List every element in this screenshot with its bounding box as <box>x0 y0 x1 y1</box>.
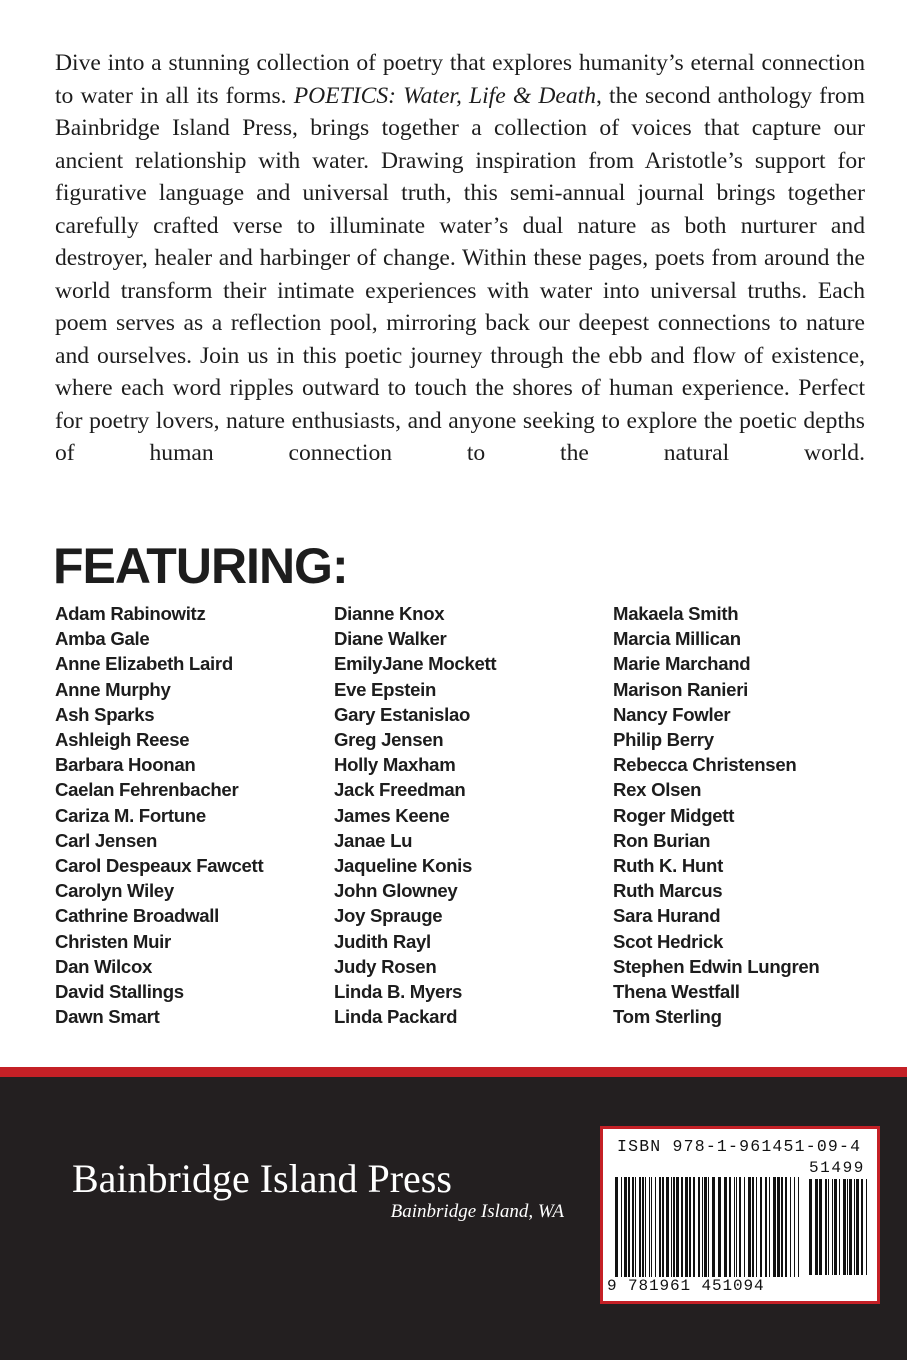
ean-digits: 9 781961 451094 <box>607 1277 765 1295</box>
contributor-name: Cariza M. Fortune <box>55 804 206 826</box>
barcode-bar <box>744 1177 745 1277</box>
barcode-bar <box>624 1177 627 1277</box>
publisher-name: Bainbridge Island Press <box>72 1156 452 1201</box>
barcode-bar <box>752 1177 754 1277</box>
contributors-column-3 <box>613 601 820 1029</box>
contributor-name: Philip Berry <box>613 729 714 751</box>
contributor-name: Marie Marchand <box>613 653 751 675</box>
barcode-bar <box>639 1177 641 1277</box>
barcode-bar <box>736 1177 737 1277</box>
barcode-bar <box>635 1177 636 1277</box>
contributor-name: David Stallings <box>55 981 184 1003</box>
contributor-name: Linda Packard <box>334 1006 458 1028</box>
barcode-bar <box>773 1177 776 1277</box>
barcode-bar <box>785 1177 787 1277</box>
contributor-name: Jaqueline Konis <box>334 855 473 877</box>
barcode-bar <box>777 1177 780 1277</box>
barcode-bar <box>662 1177 664 1277</box>
barcode-bar <box>790 1177 791 1277</box>
barcode-bar <box>832 1179 833 1275</box>
barcode-bar <box>739 1177 741 1277</box>
contributor-name: Ashleigh Reese <box>55 729 190 751</box>
addon-barcode-bars <box>809 1179 871 1275</box>
barcode-bar <box>712 1177 715 1277</box>
barcode-bar <box>681 1177 683 1277</box>
contributor-name: Roger Midgett <box>613 804 735 826</box>
blurb-text-start: Dive into a stunning collection of poetry that explores humanity’s eternal connection to water in all its forms. <box>55 50 865 109</box>
barcode-bar <box>843 1179 846 1275</box>
contributor-name: Marison Ranieri <box>613 678 748 700</box>
featuring-heading: FEATURING: <box>53 538 348 594</box>
barcode-bar <box>760 1177 762 1277</box>
barcode-bar <box>642 1177 644 1277</box>
contributor-name: Cathrine Broadwall <box>55 905 220 927</box>
barcode-bar <box>828 1179 829 1275</box>
barcode-bar <box>718 1177 721 1277</box>
barcode-bar <box>825 1179 827 1275</box>
contributor-name: Christen Muir <box>55 930 171 952</box>
barcode-bar <box>756 1177 757 1277</box>
contributors-column-1 <box>55 601 263 1029</box>
book-title: POETICS: Water, Life & Death <box>293 82 596 109</box>
contributor-name: Makaela Smith <box>613 603 739 624</box>
contributor-name: Anne Murphy <box>55 678 171 700</box>
barcode-bar <box>794 1177 795 1277</box>
barcode-bar <box>847 1179 848 1275</box>
contributor-name: Holly Maxham <box>334 754 456 776</box>
barcode-bar <box>734 1177 735 1277</box>
barcode-bar <box>698 1177 700 1277</box>
contributor-name: Marcia Millican <box>613 628 741 650</box>
barcode-bar <box>673 1177 675 1277</box>
contributor-name: Ash Sparks <box>55 703 155 725</box>
price-code: 51499 <box>808 1159 865 1177</box>
contributor-name: Judy Rosen <box>334 955 437 977</box>
publisher-location: Bainbridge Island, WA <box>390 1201 564 1222</box>
contributor-name: Greg Jensen <box>334 729 444 751</box>
contributor-name: Dan Wilcox <box>55 955 153 977</box>
barcode-bar <box>849 1179 852 1275</box>
isbn-number: ISBN 978-1-961451-09-4 <box>617 1137 862 1156</box>
contributors-column-2 <box>334 601 496 1029</box>
contributor-name: Ruth Marcus <box>613 880 723 902</box>
contributor-name: Tom Sterling <box>613 1006 722 1028</box>
contributor-name: Janae Lu <box>334 829 413 851</box>
barcode-bar <box>819 1179 822 1275</box>
barcode-bar <box>704 1177 707 1277</box>
barcode-bar <box>854 1179 855 1275</box>
contributor-name: Scot Hedrick <box>613 930 724 952</box>
barcode-bar <box>671 1177 672 1277</box>
contributor-name: Eve Epstein <box>334 678 437 700</box>
contributor-name: Adam Rabinowitz <box>55 603 206 624</box>
barcode-bar <box>861 1179 863 1275</box>
barcode-bar <box>866 1179 867 1275</box>
contributor-name: Carl Jensen <box>55 829 158 851</box>
contributor-name: Sara Hurand <box>613 905 721 927</box>
barcode-bar <box>615 1177 618 1277</box>
barcode-bar <box>729 1177 731 1277</box>
contributor-name: Gary Estanislao <box>334 703 471 725</box>
contributor-name: Judith Rayl <box>334 930 431 952</box>
barcode-bar <box>815 1179 818 1275</box>
ean-barcode-bars <box>615 1177 803 1277</box>
contributor-name: Dianne Knox <box>334 603 445 624</box>
barcode-bar <box>748 1177 751 1277</box>
contributor-name: John Glowney <box>334 880 458 902</box>
contributor-name: Linda B. Myers <box>334 981 463 1003</box>
barcode-bar <box>685 1177 688 1277</box>
barcode-bar <box>649 1177 650 1277</box>
contributor-name: Carol Despeaux Fawcett <box>55 855 264 877</box>
contributor-name: Rex Olsen <box>613 779 702 801</box>
blurb-text-rest: , the second anthology from Bainbridge Island Press, brings together a collection of voices that capture our ancient relationship with water. Drawing inspiration from Aristotle’s support for figurative language and universal truth, this semi-annual journal brings together carefully crafted verse to illuminate water’s dual nature as both nurturer and destroyer, healer and harbinger of change. Within these pages, poets from around the world transform their intimate experiences with water into universal truths. Each poem serves as a reflection pool, mirroring back our deepest connections to nature and ourselves. Join us in this poetic journey through the ebb and flow of existence, where each word ripples outward to touch the shores of human experience. Perfect for poetry lovers, nature enthusiasts, and anyone seeking to explore the poetic depths of human connection to the natural world. <box>55 82 866 466</box>
contributor-name: Carolyn Wiley <box>55 880 174 902</box>
barcode-bar <box>781 1177 783 1277</box>
barcode-bar <box>676 1177 679 1277</box>
barcode-bar <box>765 1177 767 1277</box>
contributor-name: Thena Westfall <box>613 981 740 1003</box>
contributor-name: Caelan Fehrenbacher <box>55 779 239 801</box>
barcode-bar <box>769 1177 770 1277</box>
barcode-bar <box>834 1179 837 1275</box>
contributor-name: Rebecca Christensen <box>613 754 797 776</box>
barcode-bar <box>798 1177 799 1277</box>
contributor-name: Stephen Edwin Lungren <box>613 955 820 977</box>
back-cover-blurb <box>55 47 865 470</box>
blurb-paragraph <box>55 47 865 470</box>
barcode-bar <box>693 1177 695 1277</box>
contributor-name: Barbara Hoonan <box>55 754 196 776</box>
contributor-name: Dawn Smart <box>55 1006 160 1028</box>
barcode-bar <box>809 1179 812 1275</box>
barcode-bar <box>689 1177 691 1277</box>
contributor-name: EmilyJane Mockett <box>334 653 497 675</box>
contributor-name: James Keene <box>334 804 450 826</box>
contributor-name: Ruth K. Hunt <box>613 855 723 877</box>
barcode-bar <box>856 1179 859 1275</box>
contributor-name: Ron Burian <box>613 829 711 851</box>
contributor-name: Anne Elizabeth Laird <box>55 653 233 675</box>
isbn-barcode <box>600 1126 880 1304</box>
contributor-name: Nancy Fowler <box>613 703 731 725</box>
barcode-bar <box>724 1177 727 1277</box>
barcode-bar <box>651 1177 652 1277</box>
barcode-bar <box>628 1177 630 1277</box>
contributor-name: Jack Freedman <box>334 779 466 801</box>
barcode-bar <box>659 1177 661 1277</box>
barcode-bar <box>645 1177 646 1277</box>
barcode-bar <box>839 1179 840 1275</box>
barcode-bar <box>666 1177 669 1277</box>
contributor-name: Diane Walker <box>334 628 447 650</box>
barcode-bar <box>632 1177 634 1277</box>
barcode-bar <box>708 1177 709 1277</box>
barcode-bar <box>702 1177 703 1277</box>
contributor-name: Joy Sprauge <box>334 905 443 927</box>
contributor-name: Amba Gale <box>55 628 150 650</box>
barcode-bar <box>621 1177 622 1277</box>
barcode-bar <box>655 1177 656 1277</box>
footer-accent-line <box>0 1067 907 1077</box>
